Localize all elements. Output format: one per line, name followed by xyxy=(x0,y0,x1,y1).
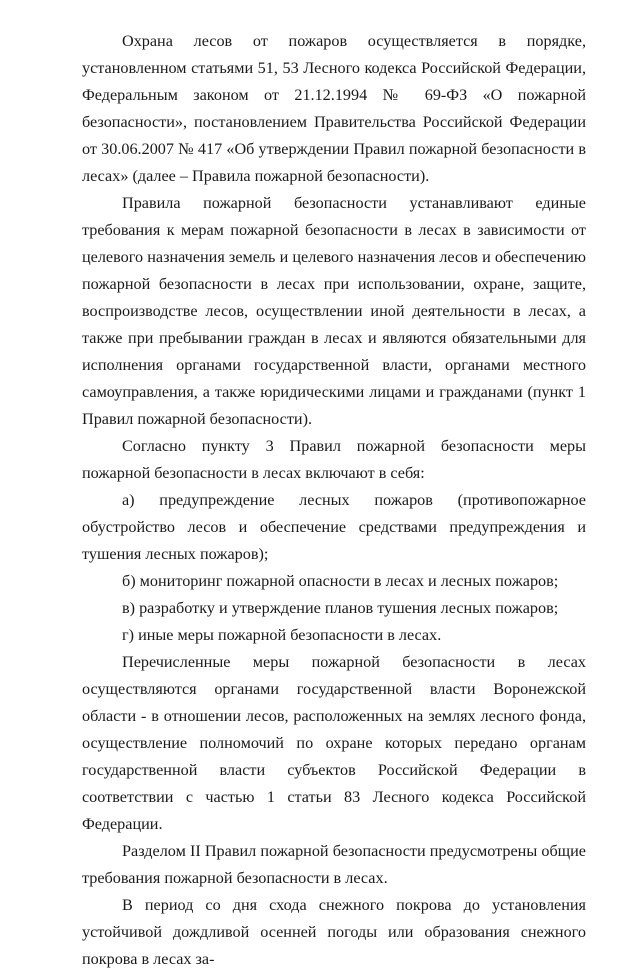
document-page xyxy=(82,28,586,973)
list-item-g: г) иные меры пожарной безопасности в лесах. xyxy=(122,626,442,644)
list-item-v: в) разработку и утверждение планов тушения лесных пожаров; xyxy=(122,599,559,617)
paragraph-snow-period: В период со дня схода снежного покрова до установления устойчивой дождливой осенней погоды или образования снежного покрова в лесах за- xyxy=(82,896,586,968)
paragraph-voronezh-authorities: Перечисленные меры пожарной безопасности в лесах осуществляются органами государственной власти Воронежской области - в отношении лесов, расположенных на землях лесного фонда, осуществление полномочий по охране которых передано органам государственной власти субъектов Российской Федерации в соответствии с частью 1 статьи 83 Лесного кодекса Российской Федерации. xyxy=(82,653,586,833)
paragraph-fire-protection-law: Охрана лесов от пожаров осуществляется в порядке, установленном статьями 51, 53 Лесного кодекса Российской Федерации, Федеральным законом от 21.12.1994 № 69-ФЗ «О пожарной безопасности», постановлением Правительства Российской Федерации от 30.06.2007 № 417 «Об утверждении Правил пожарной безопасности в лесах» (далее – Правила пожарной безопасности). xyxy=(82,32,586,185)
list-item-a: а) предупреждение лесных пожаров (противопожарное обустройство лесов и обеспечение средствами предупреждения и тушения лесных пожаров); xyxy=(82,491,586,563)
list-item-b: б) мониторинг пожарной опасности в лесах и лесных пожаров; xyxy=(122,572,559,590)
paragraph-section-two: Разделом II Правил пожарной безопасности предусмотрены общие требования пожарной безопасности в лесах. xyxy=(82,842,586,887)
paragraph-fire-safety-rules: Правила пожарной безопасности устанавливают единые требования к мерам пожарной безопасности в лесах в зависимости от целевого назначения земель и целевого назначения лесов и обеспечению пожарной безопасности в лесах при использовании, охране, защите, воспроизводстве лесов, осуществлении иной деятельности в лесах, а также при пребывании граждан в лесах и являются обязательными для исполнения органами государственной власти, органами местного самоуправления, а также юридическими лицами и гражданами (пункт 1 Правил пожарной безопасности). xyxy=(82,194,586,428)
paragraph-measures-intro: Согласно пункту 3 Правил пожарной безопасности меры пожарной безопасности в лесах включают в себя: xyxy=(82,437,586,482)
